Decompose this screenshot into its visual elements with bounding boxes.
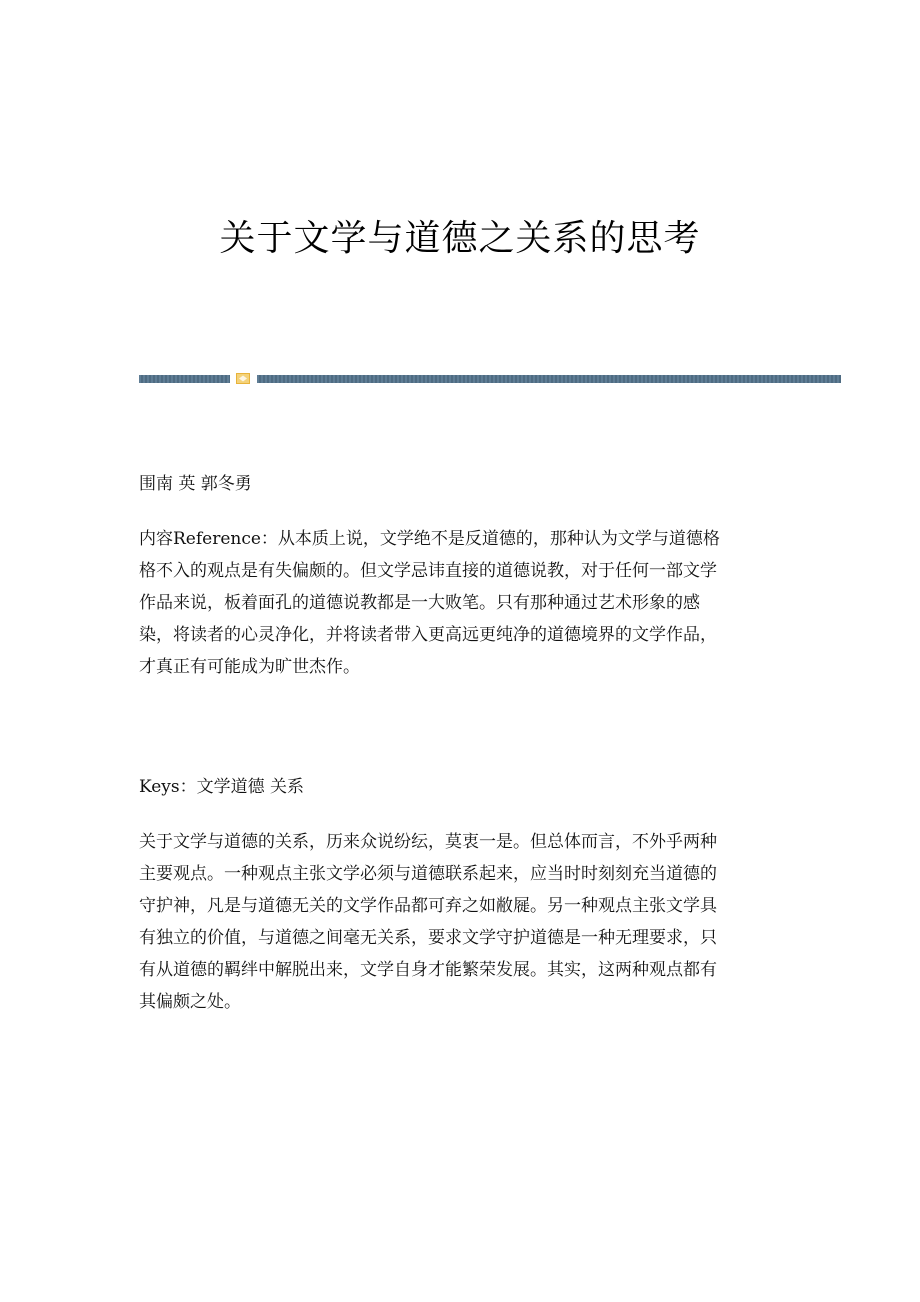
abstract-line: 内容Reference：从本质上说，文学绝不是反道德的，那种认为文学与道德格 [139, 529, 720, 549]
ornament-icon [236, 373, 250, 384]
body-line: 有独立的价值，与道德之间毫无关系，要求文学守护道德是一种无理要求，只 [139, 928, 717, 948]
divider-bar-right [257, 375, 841, 383]
body-line: 主要观点。一种观点主张文学必须与道德联系起来，应当时时刻刻充当道德的 [139, 864, 717, 884]
keywords-line: Keys：文学道德 关系 [139, 777, 305, 797]
abstract-line: 才真正有可能成为旷世杰作。 [139, 657, 360, 677]
body-line: 关于文学与道德的关系，历来众说纷纭，莫衷一是。但总体而言，不外乎两种 [139, 832, 717, 852]
body-line: 守护神，凡是与道德无关的文学作品都可弃之如敝屣。另一种观点主张文学具 [139, 896, 717, 916]
body-paragraph [139, 826, 779, 1018]
abstract-line: 作品来说，板着面孔的道德说教都是一大败笔。只有那种通过艺术形象的感 [139, 593, 700, 613]
page-title: 关于文学与道德之关系的思考 [219, 218, 701, 259]
body-line: 有从道德的羁绊中解脱出来，文学自身才能繁荣发展。其实，这两种观点都有 [139, 960, 717, 980]
divider-bar-left [139, 375, 230, 383]
authors-line: 围南 英 郭冬勇 [139, 474, 252, 494]
abstract-line: 染，将读者的心灵净化，并将读者带入更高远更纯净的道德境界的文学作品， [139, 625, 717, 645]
abstract-line: 格不入的观点是有失偏颇的。但文学忌讳直接的道德说教，对于任何一部文学 [139, 561, 717, 581]
title-divider [139, 370, 841, 388]
body-line: 其偏颇之处。 [139, 992, 241, 1012]
abstract [139, 523, 779, 683]
